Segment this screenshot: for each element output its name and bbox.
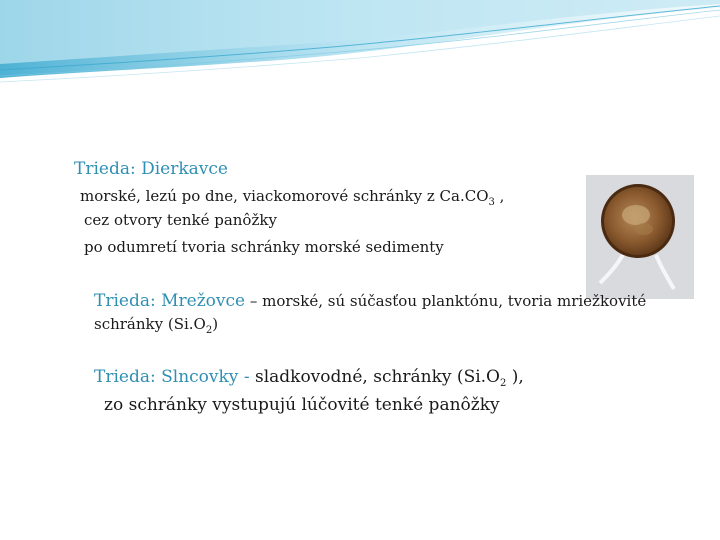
section1-line2: cez otvory tenké panôžky	[84, 211, 277, 229]
section1-line1	[80, 187, 505, 208]
section1-line1-subscript: 3	[488, 197, 495, 208]
section2-title: Trieda: Mrežovce	[94, 291, 246, 311]
foraminifera-icon	[586, 175, 694, 299]
section2-line2-end: )	[212, 315, 219, 333]
foraminifera-photo	[586, 175, 694, 299]
section3-line2: zo schránky vystupujú lúčovité tenké panôžky	[104, 395, 500, 415]
section2-line2-subscript: 2	[205, 325, 213, 336]
section1-line1-end: ,	[494, 187, 505, 205]
section3-line1-subscript: 2	[500, 378, 507, 389]
section2-line2	[94, 315, 219, 336]
section3-title: Trieda: Slncovky -	[94, 367, 250, 387]
section1-line1-text: morské, lezú po dne, viackomorové schránky z Ca.CO	[80, 187, 489, 205]
section3-line1	[94, 367, 524, 387]
section3-line1-end: ),	[506, 367, 524, 387]
section1-line3: po odumretí tvoria schránky morské sedimenty	[84, 238, 444, 256]
section2-line2-text: schránky (Si.O	[94, 315, 206, 333]
header-wave-decoration	[0, 0, 720, 90]
section2-line1-text: – morské, sú súčasťou planktónu, tvoria mriežkovité	[245, 292, 647, 310]
section1-title: Trieda: Dierkavce	[74, 159, 228, 179]
section3-line1-text: sladkovodné, schránky (Si.O	[249, 367, 500, 387]
section2-line1	[94, 291, 646, 311]
